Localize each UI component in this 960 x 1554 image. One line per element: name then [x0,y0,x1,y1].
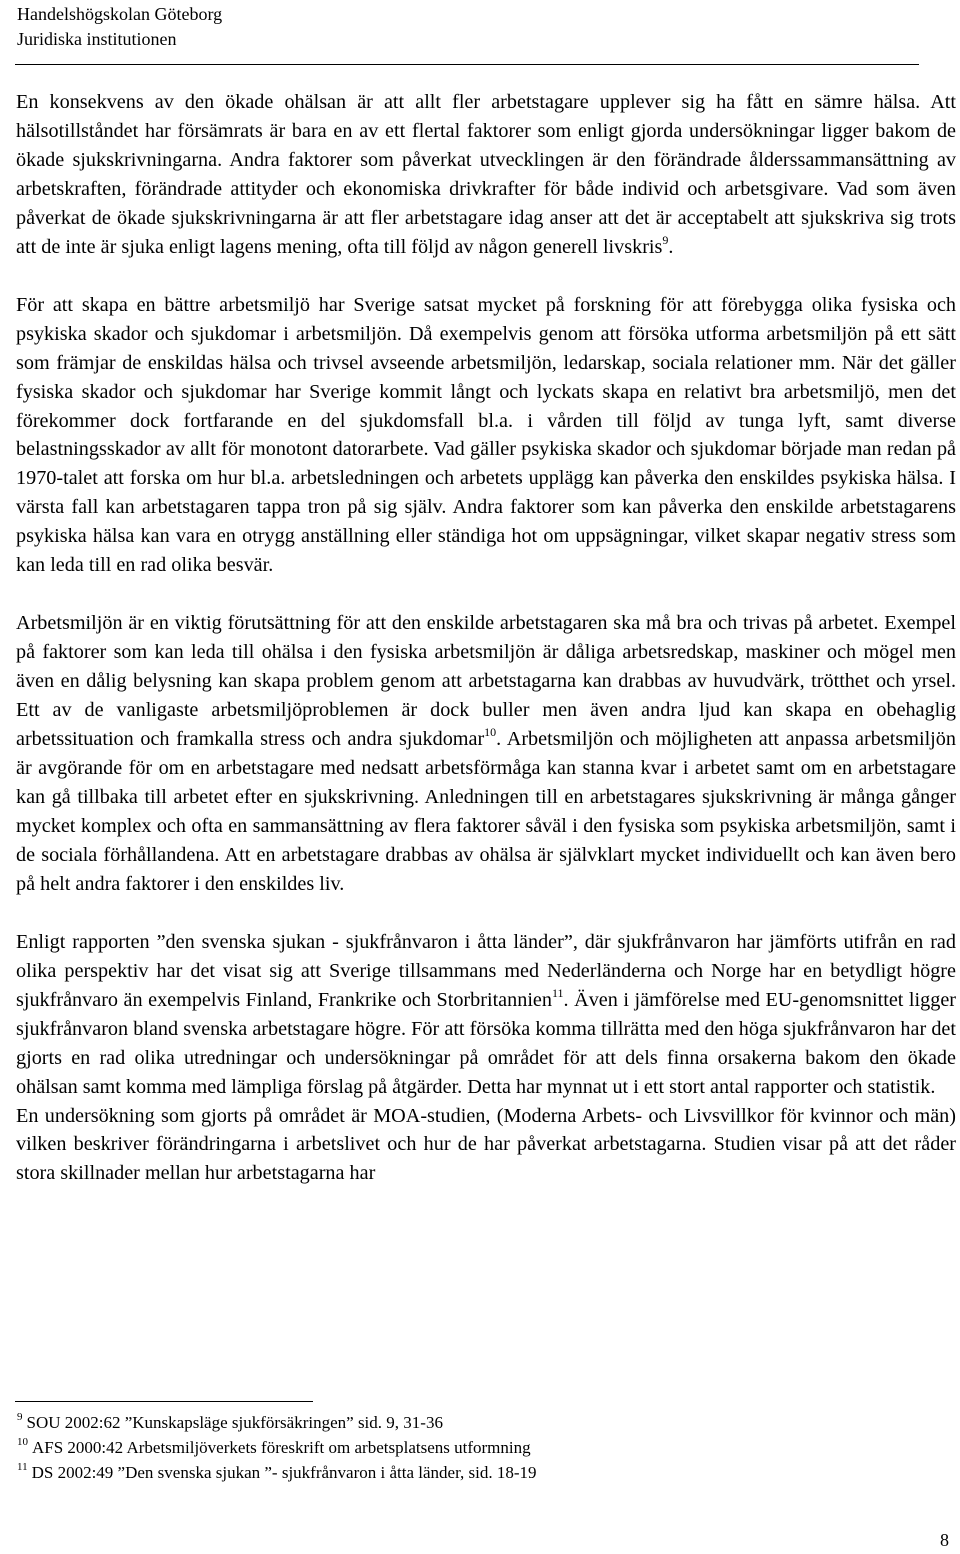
header-institution: Handelshögskolan Göteborg [17,4,223,24]
paragraph-3 [16,609,956,899]
footnote-number: 11 [17,1461,28,1473]
paragraph-1-text: En konsekvens av den ökade ohälsan är att allt fler arbetstagare upplever sig ha fått en sämre hälsa. Att hälsotillståndet har försämrats är bara en av ett flertal faktorer som enligt gjorda undersökningar ligger bakom de ökade sjukskrivningarna. Andra faktorer som påverkat utvecklingen är den förändrade ålderssammansättning av arbetskraften, förändrade attityder och ekonomiska drivkrafter för både individ och arbetsgivare. Vad som även påverkat de ökade sjukskrivningarna är att fler arbetstagare idag anser att det är acceptabelt att sjukskriva sig trots att de inte är sjuka enligt lagens mening, ofta till följd av någon generell livskris [16,91,956,258]
footnote-ref-11: 11 [551,985,564,1000]
header-divider [15,64,919,65]
footnote-number: 10 [17,1436,28,1448]
paragraph-4 [16,928,956,1102]
paragraph-2: För att skapa en bättre arbetsmiljö har Sverige satsat mycket på forskning för att förebygga olika fysiska och psykiska skador och sjukdomar i arbetsmiljön. Då exempelvis genom att försöka utforma arbetsmiljön på ett sätt som främjar de enskildas hälsa och trivsel avseende arbetsmiljön, ledarskap, sociala relationer mm. När det gäller fysiska skador och sjukdomar har Sverige kommit långt och lyckats skapa en relativt bra arbetsmiljö, men det förekommer dock fortfarande en del sjukdomsfall bl.a. i vården till följd av tunga lyft, samt diverse belastningsskador av allt för monotont datorarbete. Vad gäller psykiska skador och sjukdomar började man redan på 1970-talet att forska om hur bl.a. arbetsledningen och arbetets upplägg kan påverka den enskildes psykiska hälsa. I värsta fall kan arbetstagaren tappa tron på sig själv. Andra faktorer som kan påverka den enskilde arbetstagarens psykiska hälsa kan vara en otrygg anställning eller ständiga hot om uppsägningar, vilket skapar negativ stress som kan leda till en rad olika besvär. [16,293,956,577]
body-text [16,88,956,1188]
paragraph-4-text: Enligt rapporten ”den svenska sjukan - sjukfrånvaron i åtta länder”, där sjukfrånvaron har jämförts utifrån en rad olika perspektiv har det visat sig att Sverige tillsammans med Nederländerna och Norge har en betydligt högre sjukfrånvaro än exempelvis Finland, Frankrike och Storbritannien [16,930,956,1011]
page-number: 8 [940,1530,949,1550]
footnote-9 [17,1410,537,1435]
header-department: Juridiska institutionen [17,29,177,49]
footnote-ref-10: 10 [484,725,497,740]
footnote-divider [15,1401,313,1402]
footnote-11 [17,1460,537,1485]
footnotes [17,1410,537,1485]
footnote-10 [17,1435,537,1460]
paragraph-3-rest: . Arbetsmiljön och möjligheten att anpassa arbetsmiljön är avgörande för om en arbetstagare med nedsatt arbetsförmåga kan stanna kvar i arbetet samt om en arbetstagare kan gå tillbaka till arbetet efter en sjukskrivning. Anledningen till en arbetstagares sjukskrivning är många gånger mycket komplex och ofta en sammansättning av flera faktorer såväl i den fysiska som psykiska arbetsmiljön, samt i de sociala förhållandena. Att en arbetstagare drabbas av ohälsa är självklart mycket individuellt och kan även bero på helt andra faktorer i den enskildes liv. [16,728,956,895]
paragraph-4-rest: . Även i jämförelse med EU-genomsnittet ligger sjukfrånvaron bland svenska arbetstagare högre. För att försöka komma tillrätta med den höga sjukfrånvaron har det gjorts en rad olika utredningar och undersökningar på området för att dels finna orsakerna bakom den ökade ohälsan samt komma med lämpliga förslag på åtgärder. Detta har mynnat ut i ett stort antal rapporter och statistik. [16,988,956,1098]
page-header [17,2,222,52]
paragraph-5: En undersökning som gjorts på området är MOA-studien, (Moderna Arbets- och Livsvillkor för kvinnor och män) vilken beskriver förändringarna i arbetslivet och hur de har påverkat arbetstagarna. Studien visar på att det råder stora skillnader mellan hur arbetstagarna har [16,1104,956,1185]
footnote-text: SOU 2002:62 ”Kunskapsläge sjukförsäkringen” sid. 9, 31-36 [26,1413,443,1432]
paragraph-3-text: Arbetsmiljön är en viktig förutsättning för att den enskilde arbetstagaren ska må bra och trivas på arbetet. Exempel på faktorer som kan leda till ohälsa i den fysiska arbetsmiljön är dåliga arbetsredskap, maskiner och mögel men även en dålig belysning kan skapa problem genom att arbetstagarna kan drabbas av huvudvärk, trötthet och yrsel. Ett av de vanligaste arbetsmiljöproblemen är dock buller men även andra ljud kan skapa en obehaglig arbetssituation och framkalla stress och andra sjukdomar [16,612,956,751]
paragraph-1-end: . [668,235,674,258]
paragraph-1 [16,88,956,262]
footnote-number: 9 [17,1411,23,1423]
footnote-text: AFS 2000:42 Arbetsmiljöverkets föreskrift om arbetsplatsens utformning [32,1438,531,1457]
footnote-text: DS 2002:49 ”Den svenska sjukan ”- sjukfrånvaron i åtta länder, sid. 18-19 [31,1463,537,1482]
footnote-ref-9: 9 [662,232,669,247]
